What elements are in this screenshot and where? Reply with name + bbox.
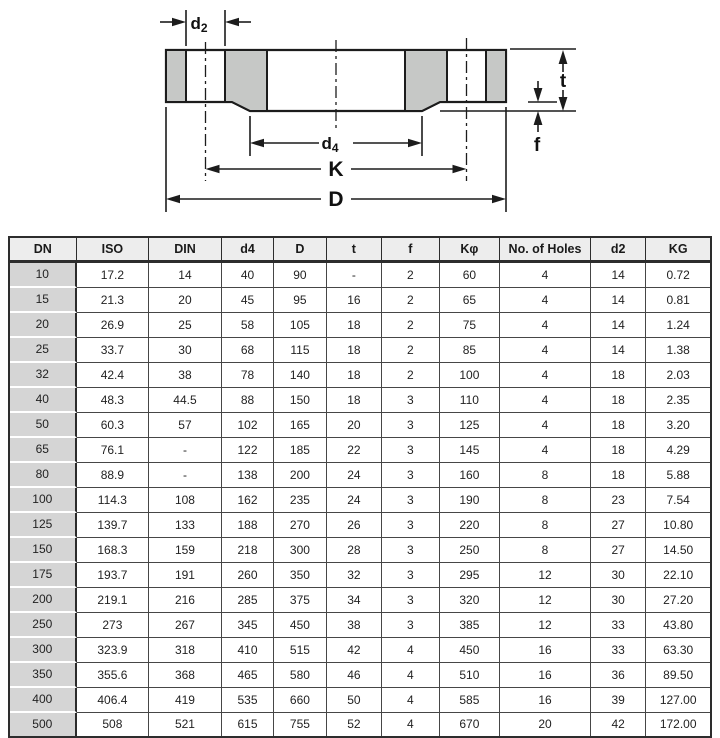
table-cell: 21.3 xyxy=(77,288,150,313)
table-cell: 350 xyxy=(274,563,326,588)
d4-arrowhead-right xyxy=(408,139,422,147)
d4-arrowhead-left xyxy=(250,139,264,147)
table-cell: 4 xyxy=(382,638,439,663)
flange-drawing-svg xyxy=(0,0,720,232)
table-body xyxy=(10,263,710,736)
table-cell: 26.9 xyxy=(77,313,150,338)
table-cell: 33 xyxy=(591,638,646,663)
t-label: t xyxy=(559,71,567,92)
table-cell: 16 xyxy=(500,688,591,713)
table-cell: 3 xyxy=(382,413,439,438)
table-cell: 191 xyxy=(149,563,222,588)
table-cell: 18 xyxy=(327,313,382,338)
table-cell: 0.72 xyxy=(646,263,710,288)
table-cell: 3 xyxy=(382,563,439,588)
dn-cell: 300 xyxy=(10,638,77,663)
table-cell: 4 xyxy=(500,263,591,288)
table-cell: 410 xyxy=(222,638,274,663)
dn-cell: 50 xyxy=(10,413,77,438)
table-cell: 188 xyxy=(222,513,274,538)
table-cell: 320 xyxy=(440,588,501,613)
table-cell: 20 xyxy=(500,713,591,736)
table-row xyxy=(10,688,710,713)
flange-section-drawing xyxy=(0,0,720,232)
table-cell: 1.24 xyxy=(646,313,710,338)
table-cell: 89.50 xyxy=(646,663,710,688)
table-cell: 2.35 xyxy=(646,388,710,413)
dimension-d4 xyxy=(250,116,422,156)
dn-cell: 15 xyxy=(10,288,77,313)
table-cell: 0.81 xyxy=(646,288,710,313)
table-cell: 150 xyxy=(274,388,326,413)
table-cell: 122 xyxy=(222,438,274,463)
table-cell: 355.6 xyxy=(77,663,150,688)
table-cell: 3 xyxy=(382,538,439,563)
dn-cell: 80 xyxy=(10,463,77,488)
table-cell: 3 xyxy=(382,588,439,613)
table-cell: 219.1 xyxy=(77,588,150,613)
table-cell: 300 xyxy=(274,538,326,563)
table-cell: 2.03 xyxy=(646,363,710,388)
table-cell: 102 xyxy=(222,413,274,438)
table-cell: 18 xyxy=(591,438,646,463)
table-cell: 580 xyxy=(274,663,326,688)
table-cell: 4.29 xyxy=(646,438,710,463)
section-cut-right-center xyxy=(405,50,447,111)
table-cell: 57 xyxy=(149,413,222,438)
table-row xyxy=(10,288,710,313)
table-cell: 515 xyxy=(274,638,326,663)
table-cell: 3 xyxy=(382,388,439,413)
table-cell: 159 xyxy=(149,538,222,563)
table-cell: 14 xyxy=(591,313,646,338)
table-cell: 4 xyxy=(382,688,439,713)
table-cell: 100 xyxy=(440,363,501,388)
table-cell: 18 xyxy=(327,363,382,388)
table-cell: 8 xyxy=(500,488,591,513)
table-cell: 85 xyxy=(440,338,501,363)
table-cell: 30 xyxy=(591,563,646,588)
table-cell: 18 xyxy=(591,363,646,388)
table-row xyxy=(10,513,710,538)
k-arrowhead-left xyxy=(206,165,220,173)
dn-cell: 125 xyxy=(10,513,77,538)
table-cell: 12 xyxy=(500,588,591,613)
table-cell: 4 xyxy=(500,313,591,338)
table-cell: 24 xyxy=(327,463,382,488)
table-cell: 218 xyxy=(222,538,274,563)
column-header: Kφ xyxy=(440,238,501,263)
table-cell: - xyxy=(149,438,222,463)
table-cell: 250 xyxy=(440,538,501,563)
table-cell: 4 xyxy=(500,388,591,413)
table-cell: 168.3 xyxy=(77,538,150,563)
table-cell: 105 xyxy=(274,313,326,338)
table-cell: 419 xyxy=(149,688,222,713)
table-cell: 5.88 xyxy=(646,463,710,488)
table-cell: 24 xyxy=(327,488,382,513)
table-cell: 38 xyxy=(149,363,222,388)
table-row xyxy=(10,613,710,638)
dn-cell: 350 xyxy=(10,663,77,688)
table-cell: 52 xyxy=(327,713,382,736)
table-cell: 60 xyxy=(440,263,501,288)
table-cell: 465 xyxy=(222,663,274,688)
table-cell: 145 xyxy=(440,438,501,463)
d2-label: d2 xyxy=(190,14,208,35)
dimension-d2 xyxy=(160,10,251,46)
column-header: No. of Holes xyxy=(500,238,591,263)
column-header: d4 xyxy=(222,238,274,263)
table-cell: 139.7 xyxy=(77,513,150,538)
table-cell: 40 xyxy=(222,263,274,288)
table-cell: 755 xyxy=(274,713,326,736)
table-cell: 450 xyxy=(274,613,326,638)
table-cell: 34 xyxy=(327,588,382,613)
table-cell: 50 xyxy=(327,688,382,713)
section-cut-left-center xyxy=(225,50,267,111)
table-cell: 90 xyxy=(274,263,326,288)
table-row xyxy=(10,663,710,688)
table-cell: 406.4 xyxy=(77,688,150,713)
flange-table-container xyxy=(8,236,712,738)
f-label: f xyxy=(533,135,541,156)
table-cell: 375 xyxy=(274,588,326,613)
table-cell: 138 xyxy=(222,463,274,488)
dn-cell: 25 xyxy=(10,338,77,363)
table-cell: 14 xyxy=(591,338,646,363)
table-cell: 14 xyxy=(591,288,646,313)
table-cell: 2 xyxy=(382,363,439,388)
table-cell: 12 xyxy=(500,613,591,638)
table-cell: 235 xyxy=(274,488,326,513)
table-cell: 3 xyxy=(382,463,439,488)
dn-cell: 32 xyxy=(10,363,77,388)
dn-cell: 200 xyxy=(10,588,77,613)
k-arrowhead-right xyxy=(453,165,467,173)
table-cell: 18 xyxy=(591,413,646,438)
table-cell: 535 xyxy=(222,688,274,713)
table-cell: 27.20 xyxy=(646,588,710,613)
table-cell: 200 xyxy=(274,463,326,488)
section-cut-right xyxy=(486,50,506,102)
table-row xyxy=(10,638,710,663)
t-arrowhead-down xyxy=(559,97,568,111)
table-cell: 20 xyxy=(327,413,382,438)
table-cell: 46 xyxy=(327,663,382,688)
table-cell: 270 xyxy=(274,513,326,538)
table-header xyxy=(10,238,710,263)
table-cell: 68 xyxy=(222,338,274,363)
table-cell: 368 xyxy=(149,663,222,688)
table-cell: 16 xyxy=(500,663,591,688)
d-label: D xyxy=(328,188,344,211)
table-cell: 16 xyxy=(327,288,382,313)
table-cell: 127.00 xyxy=(646,688,710,713)
d2-arrowhead-right xyxy=(225,18,239,26)
flange-dimension-table xyxy=(8,236,712,738)
table-cell: 28 xyxy=(327,538,382,563)
table-cell: 115 xyxy=(274,338,326,363)
dn-cell: 20 xyxy=(10,313,77,338)
table-row xyxy=(10,388,710,413)
table-cell: 323.9 xyxy=(77,638,150,663)
table-cell: 220 xyxy=(440,513,501,538)
table-cell: 267 xyxy=(149,613,222,638)
table-cell: 36 xyxy=(591,663,646,688)
dn-cell: 150 xyxy=(10,538,77,563)
table-cell: 660 xyxy=(274,688,326,713)
d2-arrowhead-left xyxy=(172,18,186,26)
table-cell: 385 xyxy=(440,613,501,638)
dn-cell: 40 xyxy=(10,388,77,413)
table-cell: 27 xyxy=(591,513,646,538)
dn-cell: 500 xyxy=(10,713,77,736)
table-cell: 162 xyxy=(222,488,274,513)
column-header: DN xyxy=(10,238,77,263)
dn-cell: 65 xyxy=(10,438,77,463)
table-cell: 108 xyxy=(149,488,222,513)
column-header: d2 xyxy=(591,238,646,263)
table-cell: 27 xyxy=(591,538,646,563)
table-cell: 14.50 xyxy=(646,538,710,563)
table-cell: 510 xyxy=(440,663,501,688)
table-cell: 2 xyxy=(382,288,439,313)
table-cell: 88.9 xyxy=(77,463,150,488)
table-cell: 75 xyxy=(440,313,501,338)
table-cell: 22 xyxy=(327,438,382,463)
table-cell: 30 xyxy=(149,338,222,363)
table-cell: 585 xyxy=(440,688,501,713)
dn-cell: 100 xyxy=(10,488,77,513)
column-header: KG xyxy=(646,238,710,263)
table-cell: 2 xyxy=(382,338,439,363)
table-cell: 260 xyxy=(222,563,274,588)
d-arrowhead-right xyxy=(492,195,506,203)
table-cell: 42 xyxy=(591,713,646,736)
table-cell: 32 xyxy=(327,563,382,588)
table-cell: 23 xyxy=(591,488,646,513)
dn-cell: 10 xyxy=(10,263,77,288)
table-cell: 4 xyxy=(500,363,591,388)
table-cell: 3 xyxy=(382,513,439,538)
table-cell: 285 xyxy=(222,588,274,613)
table-cell: 88 xyxy=(222,388,274,413)
table-cell: 18 xyxy=(591,388,646,413)
column-header: DIN xyxy=(149,238,222,263)
table-cell: 8 xyxy=(500,513,591,538)
table-cell: 18 xyxy=(327,338,382,363)
table-cell: 4 xyxy=(500,438,591,463)
dn-cell: 175 xyxy=(10,563,77,588)
f-arrowhead-up xyxy=(534,111,543,125)
d-arrowhead-left xyxy=(166,195,180,203)
table-cell: 125 xyxy=(440,413,501,438)
table-cell: 33 xyxy=(591,613,646,638)
table-cell: 318 xyxy=(149,638,222,663)
table-row xyxy=(10,588,710,613)
table-cell: 133 xyxy=(149,513,222,538)
table-cell: - xyxy=(149,463,222,488)
table-cell: 1.38 xyxy=(646,338,710,363)
table-cell: 20 xyxy=(149,288,222,313)
table-row xyxy=(10,538,710,563)
table-cell: 18 xyxy=(591,463,646,488)
table-cell: 14 xyxy=(149,263,222,288)
dimension-k xyxy=(206,158,467,181)
table-cell: 76.1 xyxy=(77,438,150,463)
table-cell: 25 xyxy=(149,313,222,338)
table-cell: 4 xyxy=(382,663,439,688)
table-row xyxy=(10,463,710,488)
column-header: t xyxy=(327,238,382,263)
k-label: K xyxy=(328,158,344,181)
table-cell: 17.2 xyxy=(77,263,150,288)
table-cell: 450 xyxy=(440,638,501,663)
table-cell: 273 xyxy=(77,613,150,638)
table-row xyxy=(10,488,710,513)
table-cell: 8 xyxy=(500,463,591,488)
table-cell: 216 xyxy=(149,588,222,613)
table-cell: 110 xyxy=(440,388,501,413)
table-header-row xyxy=(10,238,710,263)
table-cell: 3 xyxy=(382,438,439,463)
table-cell: 12 xyxy=(500,563,591,588)
table-cell: 44.5 xyxy=(149,388,222,413)
table-cell: 190 xyxy=(440,488,501,513)
table-cell: 48.3 xyxy=(77,388,150,413)
table-cell: 160 xyxy=(440,463,501,488)
table-cell: 4 xyxy=(500,288,591,313)
table-cell: 185 xyxy=(274,438,326,463)
table-cell: 58 xyxy=(222,313,274,338)
table-row xyxy=(10,338,710,363)
table-cell: 30 xyxy=(591,588,646,613)
table-cell: 39 xyxy=(591,688,646,713)
table-cell: 26 xyxy=(327,513,382,538)
table-cell: 4 xyxy=(500,338,591,363)
table-row xyxy=(10,313,710,338)
table-cell: 140 xyxy=(274,363,326,388)
table-cell: - xyxy=(327,263,382,288)
table-cell: 14 xyxy=(591,263,646,288)
table-row xyxy=(10,363,710,388)
table-cell: 63.30 xyxy=(646,638,710,663)
table-cell: 670 xyxy=(440,713,501,736)
f-arrowhead-down xyxy=(534,88,543,102)
column-header: D xyxy=(274,238,326,263)
table-cell: 508 xyxy=(77,713,150,736)
table-cell: 172.00 xyxy=(646,713,710,736)
table-cell: 78 xyxy=(222,363,274,388)
table-cell: 114.3 xyxy=(77,488,150,513)
table-row xyxy=(10,438,710,463)
table-cell: 7.54 xyxy=(646,488,710,513)
dn-cell: 250 xyxy=(10,613,77,638)
table-cell: 3 xyxy=(382,488,439,513)
table-cell: 33.7 xyxy=(77,338,150,363)
table-cell: 3.20 xyxy=(646,413,710,438)
table-cell: 65 xyxy=(440,288,501,313)
table-cell: 22.10 xyxy=(646,563,710,588)
table-cell: 10.80 xyxy=(646,513,710,538)
table-cell: 2 xyxy=(382,263,439,288)
table-cell: 345 xyxy=(222,613,274,638)
table-cell: 38 xyxy=(327,613,382,638)
column-header: ISO xyxy=(77,238,150,263)
table-cell: 4 xyxy=(382,713,439,736)
table-cell: 2 xyxy=(382,313,439,338)
table-row xyxy=(10,713,710,736)
table-cell: 42 xyxy=(327,638,382,663)
table-row xyxy=(10,263,710,288)
table-cell: 295 xyxy=(440,563,501,588)
table-cell: 3 xyxy=(382,613,439,638)
table-cell: 95 xyxy=(274,288,326,313)
t-arrowhead-up xyxy=(559,50,568,64)
d4-label: d4 xyxy=(321,134,339,155)
table-cell: 615 xyxy=(222,713,274,736)
dn-cell: 400 xyxy=(10,688,77,713)
table-cell: 18 xyxy=(327,388,382,413)
table-cell: 60.3 xyxy=(77,413,150,438)
table-cell: 16 xyxy=(500,638,591,663)
section-cut-left xyxy=(166,50,186,102)
table-cell: 521 xyxy=(149,713,222,736)
table-cell: 4 xyxy=(500,413,591,438)
column-header: f xyxy=(382,238,439,263)
table-cell: 45 xyxy=(222,288,274,313)
table-row xyxy=(10,413,710,438)
table-cell: 43.80 xyxy=(646,613,710,638)
table-cell: 165 xyxy=(274,413,326,438)
table-cell: 193.7 xyxy=(77,563,150,588)
table-cell: 42.4 xyxy=(77,363,150,388)
table-cell: 8 xyxy=(500,538,591,563)
table-row xyxy=(10,563,710,588)
